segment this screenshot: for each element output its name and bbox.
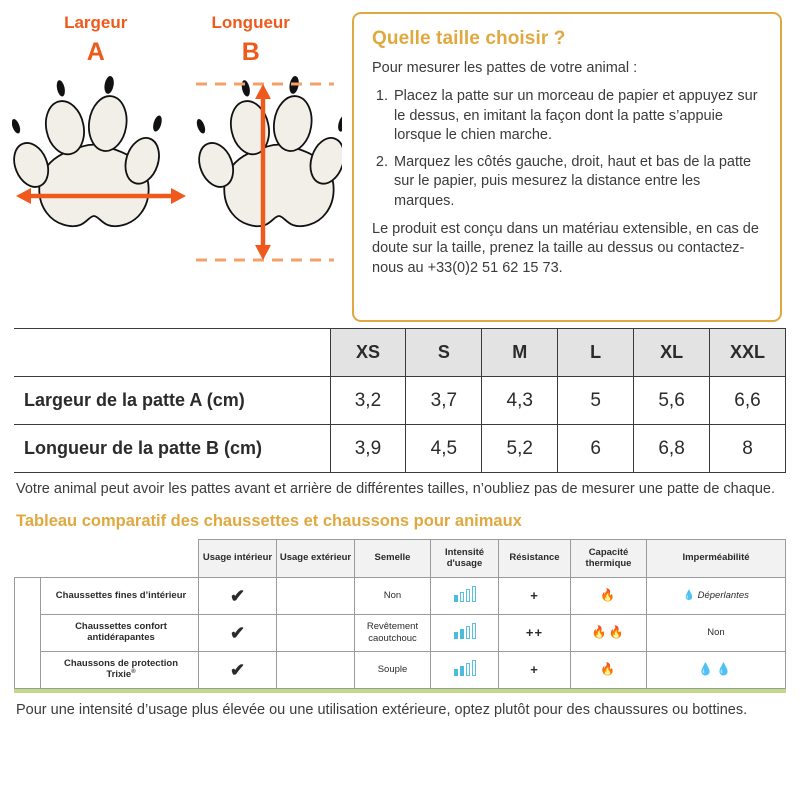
cell-usage-interieur	[199, 577, 277, 614]
table-row	[15, 651, 786, 688]
size-cell: 5,6	[634, 377, 710, 425]
paw-width-title	[64, 12, 127, 70]
intensity-bars-icon	[454, 623, 476, 639]
infobox-steps	[372, 87, 762, 211]
size-note: Votre animal peut avoir les pattes avant et arrière de différentes tailles, n’oubliez pas de mesurer une patte de chaque.	[16, 481, 776, 497]
cell-resistance	[499, 651, 571, 688]
cell-usage-interieur	[199, 614, 277, 651]
size-cell: 4,5	[406, 425, 482, 473]
infobox-heading: Quelle taille choisir ?	[372, 28, 566, 49]
top-section	[0, 0, 800, 322]
col-resistance: Résistance	[499, 539, 571, 577]
infobox-step: 1. Placez la patte sur un morceau de papier et appuyez sur le dessus, en imitant la façon dont la patte s’appuie lorsque le chien marche.	[392, 87, 762, 145]
cell-capacite-thermique	[571, 651, 647, 688]
comparison-corner-product	[41, 539, 199, 577]
cell-usage-exterieur	[277, 614, 355, 651]
category-sidebar-label: CHAUSSETTES	[20, 582, 35, 683]
comparison-header-row	[15, 539, 786, 577]
col-semelle: Semelle	[355, 539, 431, 577]
col-impermeabilite: Imperméabilité	[647, 539, 786, 577]
infobox-intro: Pour mesurer les pattes de votre animal :	[372, 60, 638, 76]
resistance-value: +	[530, 662, 539, 678]
size-header-xl: XL	[634, 329, 710, 377]
paw-length-label: Longueur	[211, 13, 290, 32]
size-row-label: Largeur de la patte A (cm)	[14, 377, 330, 425]
table-row	[15, 614, 786, 651]
size-header-xs: XS	[330, 329, 406, 377]
water-drop-icon: 💧	[683, 590, 695, 602]
cell-impermeabilite	[647, 577, 786, 614]
cell-impermeabilite: Non	[647, 614, 786, 651]
category-sidebar	[15, 577, 41, 688]
cell-capacite-thermique	[571, 577, 647, 614]
cell-intensite-usage	[431, 614, 499, 651]
paw-diagrams	[12, 12, 342, 322]
cell-intensite-usage	[431, 577, 499, 614]
cell-semelle: Souple	[355, 651, 431, 688]
product-name: Chaussettes confort antidérapantes	[75, 620, 167, 644]
size-table-wrapper	[0, 328, 800, 473]
intensity-bars-icon	[454, 660, 476, 676]
comparison-footnote: Pour une intensité d’usage plus élevée ou une utilisation extérieure, optez plutôt pour des chaussures ou bottines.	[16, 701, 748, 718]
infobox-outro: Le produit est conçu dans un matériau extensible, en cas de doute sur la taille, prenez la taille au dessus ou contactez-nous au +33(0)2 51 62 15 73.	[372, 220, 759, 276]
size-cell: 6,6	[710, 377, 786, 425]
size-cell: 3,7	[406, 377, 482, 425]
size-header-l: L	[558, 329, 634, 377]
comparison-table-wrapper	[0, 539, 800, 689]
size-header-m: M	[482, 329, 558, 377]
product-name-cell	[41, 577, 199, 614]
cell-usage-exterieur	[277, 577, 355, 614]
comparison-corner-category	[15, 539, 41, 577]
cell-intensite-usage	[431, 651, 499, 688]
cell-resistance	[499, 614, 571, 651]
cell-usage-interieur	[199, 651, 277, 688]
intensity-bars-icon	[454, 586, 476, 602]
size-cell: 5	[558, 377, 634, 425]
cell-usage-exterieur	[277, 651, 355, 688]
product-name-cell	[41, 614, 199, 651]
check-icon: ✔	[229, 622, 246, 643]
product-trademark: ®	[131, 669, 136, 676]
col-intensite-usage: Intensité d'usage	[431, 539, 499, 577]
size-table-header-row	[14, 329, 786, 377]
water-drop-icon: 💧💧	[698, 662, 734, 677]
size-cell: 8	[710, 425, 786, 473]
col-usage-interieur: Usage intérieur	[199, 539, 277, 577]
table-row	[14, 425, 786, 473]
cell-resistance	[499, 577, 571, 614]
table-row	[15, 577, 786, 614]
water-resistance-value	[683, 590, 749, 601]
resistance-value: +	[530, 588, 539, 604]
comparison-table	[14, 539, 786, 689]
cell-capacite-thermique	[571, 614, 647, 651]
comparison-section-title: Tableau comparatif des chaussettes et chaussons pour animaux	[16, 511, 522, 530]
check-icon: ✔	[229, 659, 246, 680]
cell-impermeabilite	[647, 651, 786, 688]
col-capacite-thermique: Capacité thermique	[571, 539, 647, 577]
flame-icon: 🔥	[600, 588, 617, 603]
size-cell: 3,2	[330, 377, 406, 425]
check-icon: ✔	[229, 585, 246, 606]
size-header-s: S	[406, 329, 482, 377]
product-name: Chaussons de protection Trixie	[63, 657, 178, 681]
resistance-value: ++	[525, 625, 544, 641]
size-cell: 5,2	[482, 425, 558, 473]
cell-semelle: Revêtement caoutchouc	[355, 614, 431, 651]
size-row-label: Longueur de la patte B (cm)	[14, 425, 330, 473]
infobox-step: 2. Marquez les côtés gauche, droit, haut et bas de la patte sur le papier, puis mesurez la distance entre les marques.	[392, 153, 762, 211]
paw-prints-svg	[12, 74, 342, 319]
table-row	[14, 377, 786, 425]
paw-illustrations	[12, 74, 342, 324]
size-table-corner	[14, 329, 330, 377]
size-choice-infobox	[352, 12, 782, 322]
water-resistance-label: Déperlantes	[697, 590, 749, 602]
size-table	[14, 328, 786, 473]
flame-icon: 🔥🔥	[591, 625, 626, 640]
size-cell: 6,8	[634, 425, 710, 473]
product-name-cell	[41, 651, 199, 688]
product-name: Chaussettes fines d’intérieur	[55, 589, 187, 601]
col-usage-exterieur: Usage extérieur	[277, 539, 355, 577]
flame-icon: 🔥	[600, 662, 617, 677]
size-cell: 6	[558, 425, 634, 473]
size-cell: 3,9	[330, 425, 406, 473]
paw-width-illustration	[12, 75, 165, 226]
paw-width-label: Largeur	[64, 13, 128, 32]
paw-length-letter: B	[241, 37, 260, 66]
paw-diagram-titles	[12, 12, 342, 70]
size-header-xxl: XXL	[710, 329, 786, 377]
paw-width-letter: A	[86, 37, 105, 66]
size-cell: 4,3	[482, 377, 558, 425]
comparison-table-body	[15, 577, 786, 688]
paw-length-title	[212, 12, 290, 70]
cell-semelle: Non	[355, 577, 431, 614]
